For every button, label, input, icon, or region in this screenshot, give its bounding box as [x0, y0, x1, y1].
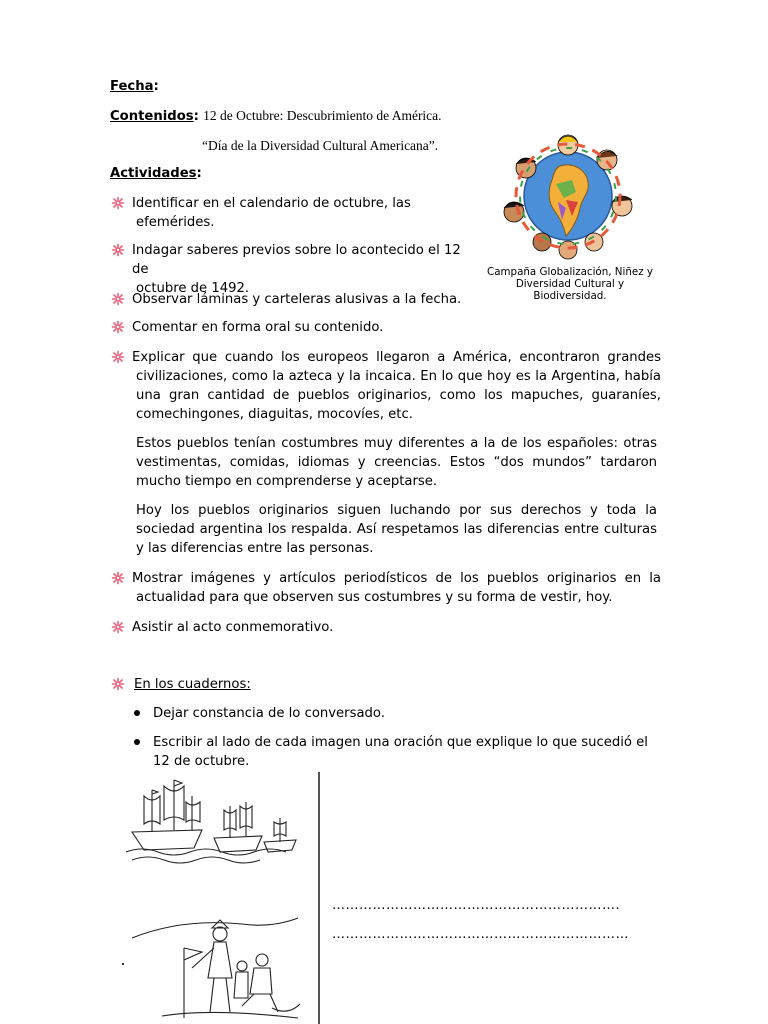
mostrar-paragraph: Mostrar imágenes y artículos periodísticos de los pueblos originarios en la actualidad para que observen sus costumbres y su forma de vestir, hoy.	[132, 571, 661, 605]
flower-bullet-icon	[111, 320, 125, 334]
flower-bullet-icon	[111, 292, 125, 306]
contenidos-label: Contenidos	[110, 109, 194, 124]
actividades-line: Actividades:	[110, 166, 202, 181]
diversity-logo	[482, 128, 658, 302]
flower-bullet-icon	[111, 350, 125, 364]
asistir-item: Asistir al acto conmemorativo.	[132, 620, 334, 635]
worksheet-divider	[318, 772, 320, 1024]
activity-item	[132, 194, 462, 232]
actividades-label: Actividades	[110, 166, 197, 181]
flower-bullet-icon	[111, 571, 125, 585]
contenidos-text: 12 de Octubre: Descubrimiento de América.	[203, 108, 442, 123]
flower-bullet-icon	[111, 243, 125, 257]
dotted-answer-line[interactable]: ……………………………………………………….	[332, 898, 621, 913]
logo-caption-line2: Diversidad Cultural y Biodiversidad.	[515, 278, 625, 302]
dot-bullet-icon	[134, 739, 140, 745]
cuadernos-item: Escribir al lado de cada imagen una oración que explique lo que sucedió el 12 de octubre.	[153, 735, 648, 769]
logo-caption-line1: Campaña Globalización, Niñez y	[487, 266, 653, 278]
activity-item: Comentar en forma oral su contenido.	[132, 320, 384, 335]
contenidos-line: Contenidos: 12 de Octubre: Descubrimiento de América.	[110, 108, 442, 124]
cuadernos-item: Dejar constancia de lo conversado.	[153, 706, 385, 721]
activity-line: efemérides.	[136, 215, 215, 230]
ships-illustration	[122, 772, 302, 868]
activity-line: octubre de 1492.	[136, 281, 250, 296]
flower-bullet-icon	[111, 677, 125, 691]
fecha-label: Fecha	[110, 79, 154, 94]
dia-text: “Día de la Diversidad Cultural Americana”.	[202, 138, 439, 153]
cuadernos-heading: En los cuadernos:	[134, 677, 251, 692]
dot-bullet-icon	[134, 710, 140, 716]
stray-mark	[122, 963, 124, 965]
landing-illustration	[122, 908, 302, 1024]
dotted-answer-line[interactable]: …………………………………………………………	[332, 927, 629, 942]
explicar-paragraph-2: Estos pueblos tenían costumbres muy diferentes a la de los españoles: otras vestimentas, comidas, idiomas y creencias. Estos “dos mundos” tardaron mucho tiempo en comprenderse y aceptarse.	[136, 436, 657, 489]
activity-line: Identificar en el calendario de octubre, las	[132, 196, 411, 211]
activity-item: Observar láminas y carteleras alusivas a la fecha.	[132, 292, 462, 307]
fecha-line: Fecha:	[110, 79, 159, 94]
flower-bullet-icon	[111, 196, 125, 210]
activity-line: Indagar saberes previos sobre lo acontecido el 12 de	[132, 243, 461, 277]
explicar-paragraph-1: Explicar que cuando los europeos llegaron a América, encontraron grandes civilizaciones, como la azteca y la incaica. En lo que hoy es la Argentina, había una gran cantidad de pueblos originarios, como los mapuches, guaraníes, comechingones, diaguitas, mocovíes, etc.	[132, 350, 661, 422]
children-globe-illustration	[482, 128, 658, 262]
explicar-paragraph-3: Hoy los pueblos originarios siguen luchando por sus derechos y toda la sociedad argentina los respalda. Así respetamos las diferencias entre culturas y las diferencias entre las personas.	[136, 503, 657, 556]
flower-bullet-icon	[111, 620, 125, 634]
